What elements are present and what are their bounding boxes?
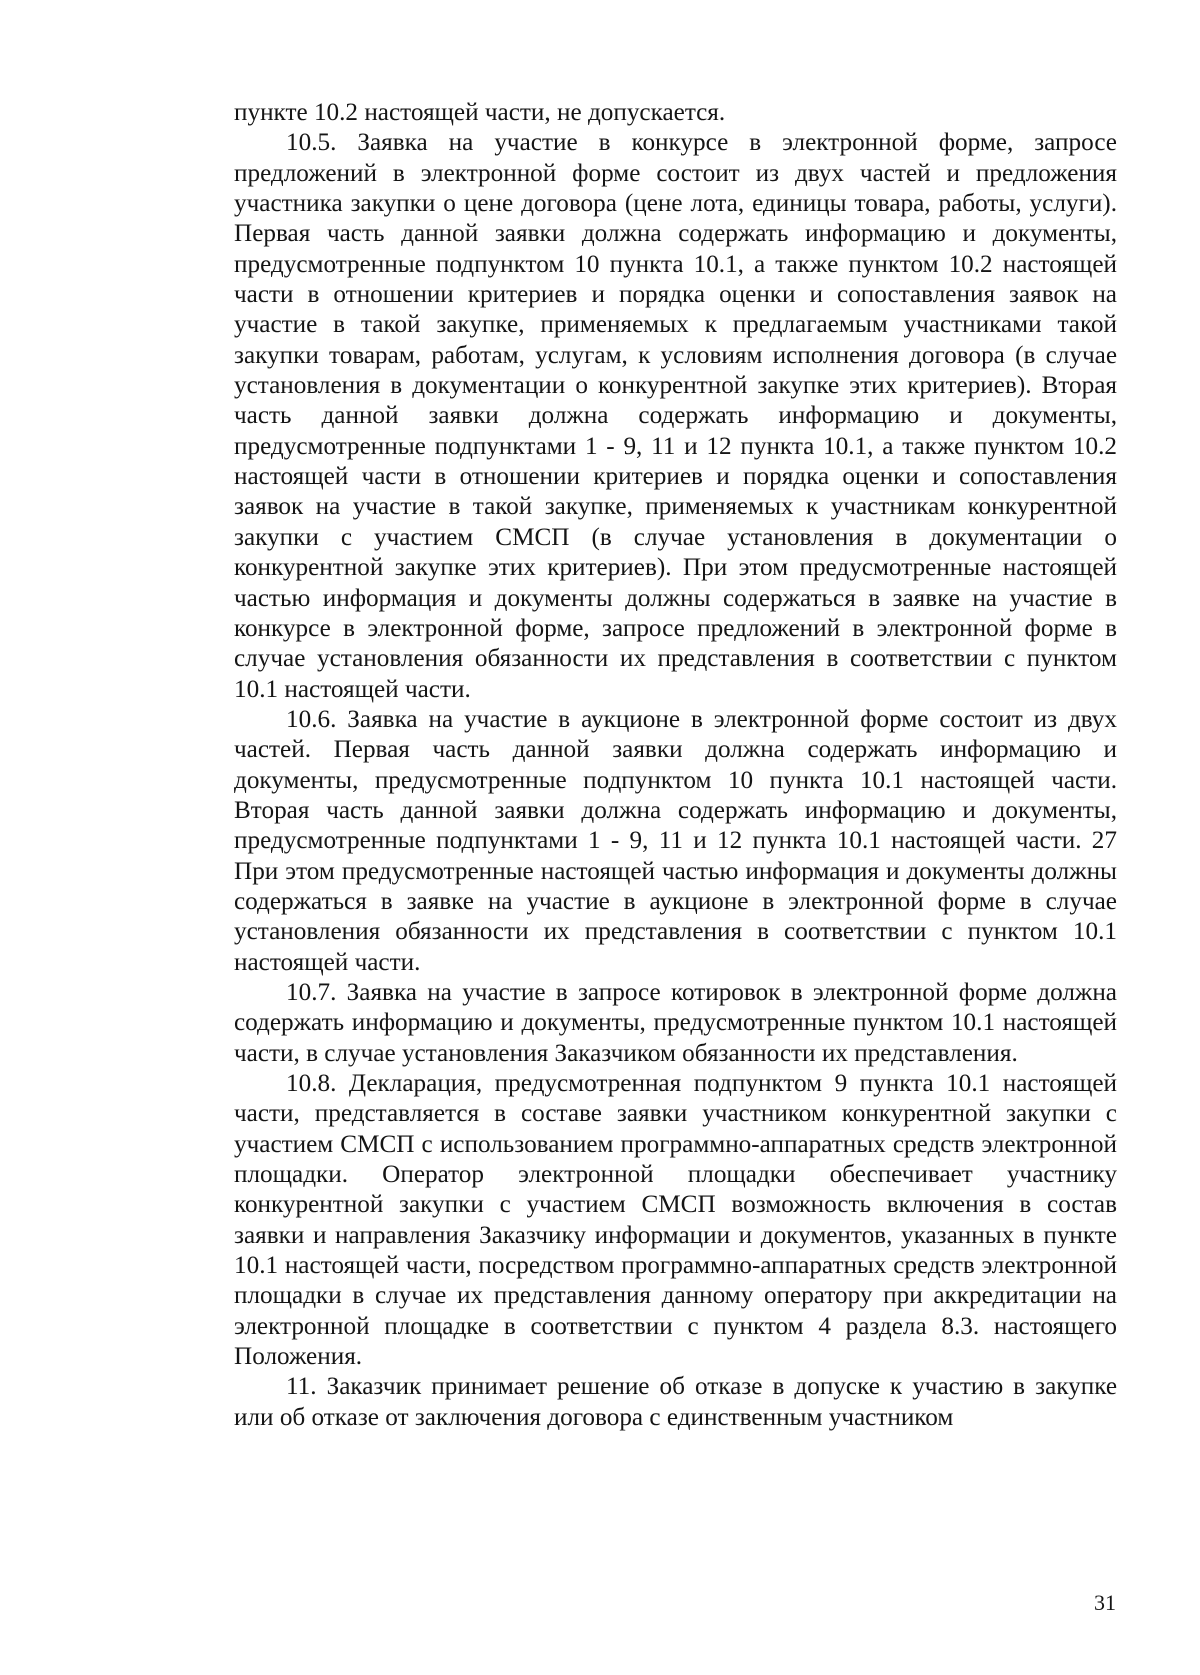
- page-number: 31: [1094, 1590, 1116, 1615]
- paragraph-10-5: 10.5. Заявка на участие в конкурсе в электронной форме, запросе предложений в электронной форме состоит из двух частей и предложения участника закупки о цене договора (цене лота, единицы товара, работы, услуги). Первая часть данной заявки должна содержать информацию и документы, предусмотренные подпунктом 10 пункта 10.1, а также пунктом 10.2 настоящей части в отношении критериев и порядка оценки и сопоставления заявок на участие в такой закупке, применяемых к предлагаемым участниками такой закупки товарам, работам, услугам, к условиям исполнения договора (в случае установления в документации о конкурентной закупке этих критериев). Вторая часть данной заявки должна содержать информацию и документы, предусмотренные подпунктами 1 - 9, 11 и 12 пункта 10.1, а также пунктом 10.2 настоящей части в отношении критериев и порядка оценки и сопоставления заявок на участие в такой закупке, применяемых к участникам конкурентной закупки с участием СМСП (в случае установления в документации о конкурентной закупке этих критериев). При этом предусмотренные настоящей частью информация и документы должны содержаться в заявке на участие в конкурсе в электронной форме, запросе предложений в электронной форме в случае установления обязанности их представления в соответствии с пунктом 10.1 настоящей части.: [234, 129, 1117, 703]
- paragraph-10-7: 10.7. Заявка на участие в запросе котировок в электронной форме должна содержать информацию и документы, предусмотренные пунктом 10.1 настоящей части, в случае установления Заказчиком обязанности их представления.: [234, 978, 1117, 1067]
- paragraph-10-8: 10.8. Декларация, предусмотренная подпунктом 9 пункта 10.1 настоящей части, представляется в составе заявки участником конкурентной закупки с участием СМСП с использованием программно-аппаратных средств электронной площадки. Оператор электронной площадки обеспечивает участнику конкурентной закупки с участием СМСП возможность включения в состав заявки и направления Заказчику информации и документов, указанных в пункте 10.1 настоящей части, посредством программно-аппаратных средств электронной площадки в случае их представления данному оператору при аккредитации на электронной площадке в соответствии с пунктом 4 раздела 8.3. настоящего Положения.: [234, 1070, 1117, 1371]
- paragraph-10-6: 10.6. Заявка на участие в аукционе в электронной форме состоит из двух частей. Первая часть данной заявки должна содержать информацию и документы, предусмотренные подпунктом 10 пункта 10.1 настоящей части. Вторая часть данной заявки должна содержать информацию и документы, предусмотренные подпунктами 1 - 9, 11 и 12 пункта 10.1 настоящей части. 27 При этом предусмотренные настоящей частью информация и документы должны содержаться в заявке на участие в аукционе в электронной форме в случае установления обязанности их представления в соответствии с пунктом 10.1 настоящей части.: [234, 705, 1117, 976]
- paragraph-continuation: пункте 10.2 настоящей части, не допускается.: [234, 99, 726, 126]
- paragraph-11: 11. Заказчик принимает решение об отказе в допуске к участию в закупке или об отказе от заключения договора с единственным участником: [234, 1373, 1117, 1431]
- document-body: [234, 98, 1117, 1433]
